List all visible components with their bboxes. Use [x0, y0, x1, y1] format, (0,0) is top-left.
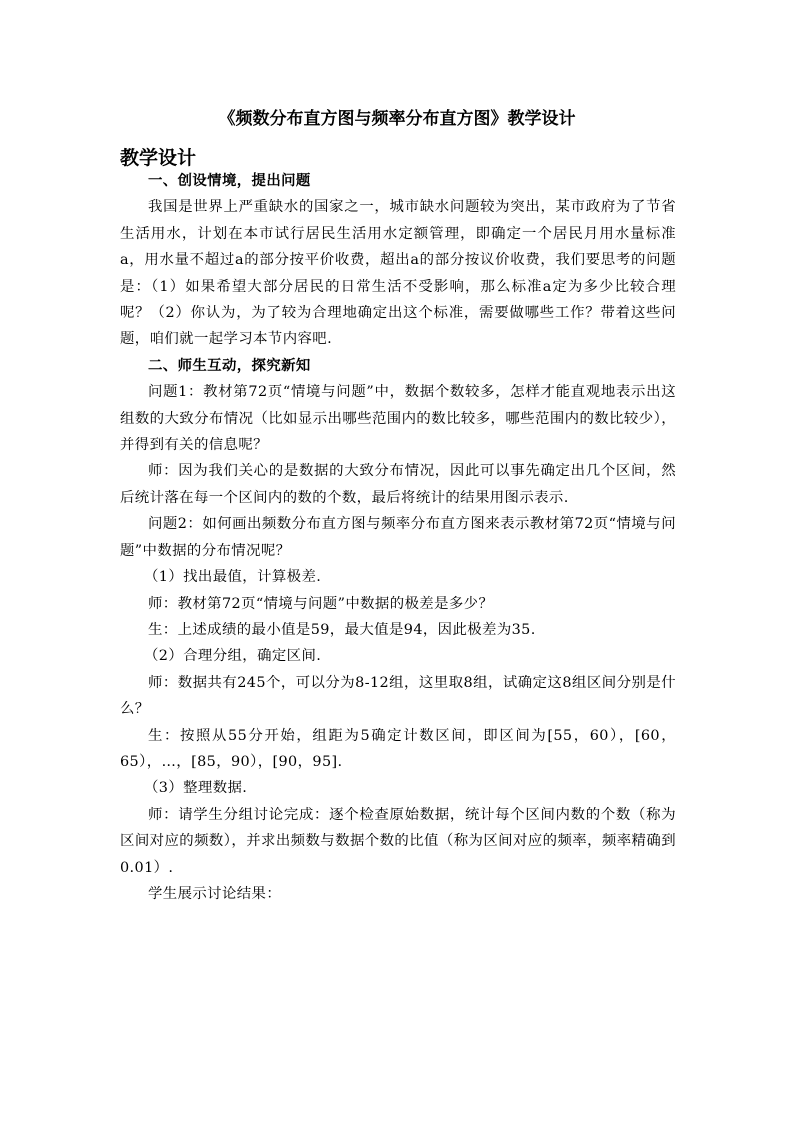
step-paragraph: （1）找出最值，计算极差. — [144, 569, 322, 586]
document-title: 《频数分布直方图与频率分布直方图》教学设计 — [218, 109, 576, 129]
body-paragraph: 生：上述成绩的最小值是59，最大值是94，因此极差为35. — [148, 621, 536, 638]
step-paragraph: （3）整理数据. — [144, 780, 248, 797]
body-paragraph: 问题2：如何画出频数分布直方图与频率分布直方图来表示教材第72页“情境与问题”中数据的分布情况呢？ — [120, 516, 676, 559]
section-heading: 教学设计 — [120, 147, 197, 169]
subheading: 二、师生互动，探究新知 — [148, 357, 311, 374]
body-paragraph: 师：请学生分组讨论完成：逐个检查原始数据，统计每个区间内数的个数（称为区间对应的频数），并求出频数与数据个数的比值（称为区间对应的频率，频率精确到0.01）. — [120, 806, 676, 876]
body-paragraph: 我国是世界上严重缺水的国家之一，城市缺水问题较为突出，某市政府为了节省生活用水，计划在本市试行居民生活用水定额管理，即确定一个居民月用水量标准a，用水量不超过a的部分按平价收费，超出a的部分按议价收费，我们要思考的问题是：（1）如果希望大部分居民的日常生活不受影响，那么标准a定为多少比较合理呢？（2）你认为，为了较为合理地确定出这个标准，需要做哪些工作？带着这些问题，咱们就一起学习本节内容吧. — [120, 199, 676, 348]
body-paragraph: 师：数据共有245个，可以分为8-12组，这里取8组，试确定这8组区间分别是什么？ — [120, 674, 676, 718]
body-paragraph: 师：因为我们关心的是数据的大致分布情况，因此可以事先确定出几个区间，然后统计落在每一个区间内的数的个数，最后将统计的结果用图示表示. — [120, 463, 676, 506]
subheading: 一、创设情境，提出问题 — [148, 173, 311, 189]
document-body — [120, 168, 676, 907]
body-paragraph: 学生展示讨论结果： — [148, 885, 282, 902]
step-paragraph: （2）合理分组，确定区间. — [144, 648, 322, 665]
body-paragraph: 师：教材第72页“情境与问题”中数据的极差是多少？ — [148, 595, 494, 612]
body-paragraph: 生：按照从55分开始，组距为5确定计数区间，即区间为[55，60），[60，65），…，[85，90），[90，95]. — [120, 727, 676, 770]
body-paragraph: 问题1：教材第72页“情境与问题”中，数据个数较多，怎样才能直观地表示出这组数的大致分布情况（比如显示出哪些范围内的数比较多，哪些范围内的数比较少），并得到有关的信息呢？ — [120, 384, 676, 454]
